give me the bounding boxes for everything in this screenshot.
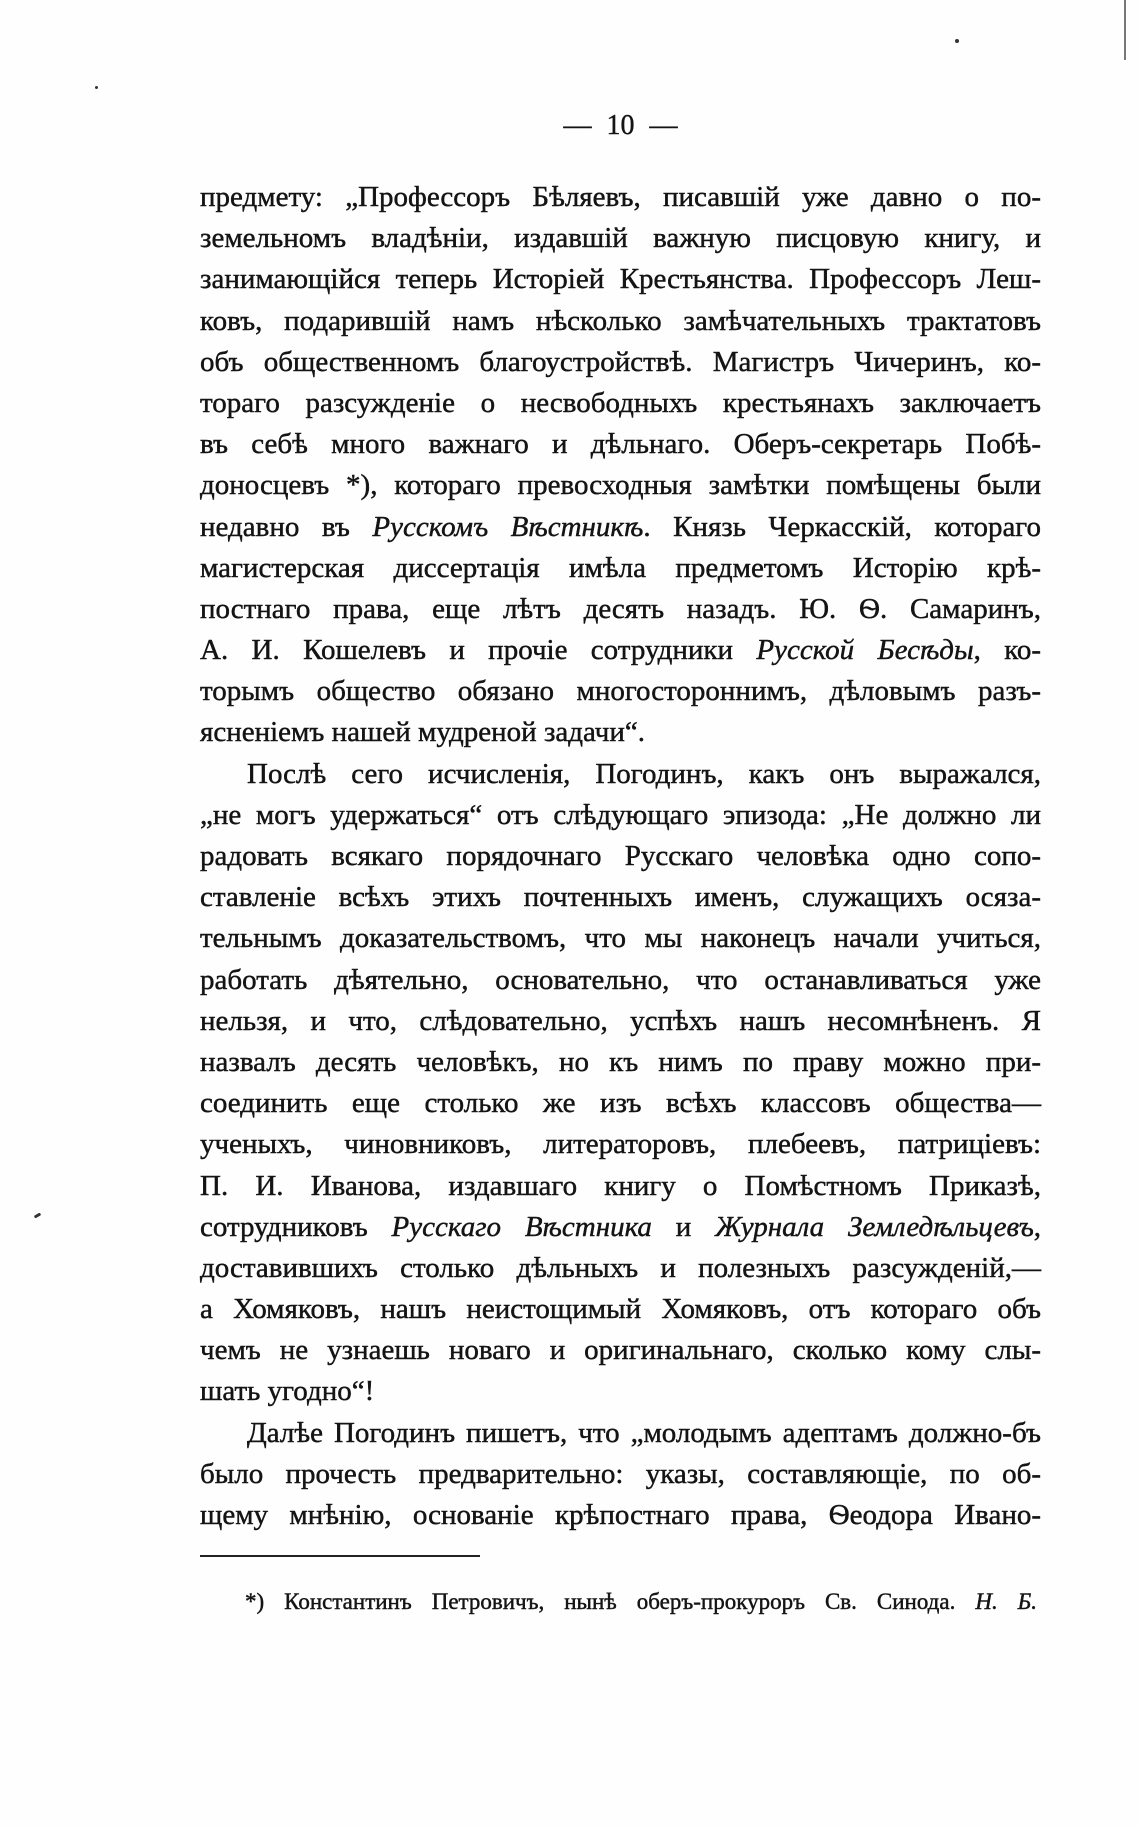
- body-text: [200, 177, 1041, 1536]
- line-text: нельзя, и что, слѣдовательно, успѣхъ нашъ несомнѣненъ. Я: [200, 1004, 1041, 1037]
- line-text: занимающійся теперь Исторіей Крестьянства. Профессоръ Леш-: [200, 263, 1041, 296]
- text-line: [200, 589, 1041, 630]
- text-line: [200, 1289, 1041, 1330]
- text-line: [200, 1001, 1041, 1042]
- line-text: доставившихъ столько дѣльныхъ и полезныхъ разсужденій,—: [200, 1251, 1041, 1284]
- text-line: [200, 218, 1041, 259]
- line-text: а Хомяковъ, нашъ неистощимый Хомяковъ, отъ котораго объ: [200, 1293, 1041, 1326]
- line-text: , ко-: [973, 634, 1041, 667]
- line-text: тораго разсужденіе о несвободныхъ крестьянахъ заключаетъ: [200, 386, 1041, 419]
- scan-speck: [1124, 0, 1126, 60]
- text-line: [200, 1371, 1041, 1412]
- footnote-text: *) Константинъ Петровичъ, нынѣ оберъ-прокуроръ Св. Синода.: [245, 1589, 956, 1614]
- line-text: недавно въ: [200, 510, 373, 543]
- line-text: земельномъ владѣніи, издавшій важную писцовую книгу, и: [200, 222, 1041, 255]
- line-text: А. И. Кошелевъ и прочіе сотрудники: [200, 634, 757, 667]
- text-line: [200, 1495, 1041, 1536]
- paragraph: [200, 1413, 1041, 1537]
- italic-title: Русской Бесѣды: [756, 634, 974, 667]
- line-text: предмету: „Профессоръ Бѣляевъ, писавшій уже давно о по-: [200, 181, 1041, 213]
- text-line: [200, 301, 1041, 342]
- text-line: [200, 1248, 1041, 1289]
- line-text: въ себѣ много важнаго и дѣльнаго. Оберъ-секретарь Побѣ-: [200, 428, 1041, 461]
- text-line: [200, 960, 1041, 1001]
- text-line: [200, 1413, 1041, 1454]
- line-text: магистерская диссертація имѣла предметомъ Исторію крѣ-: [200, 551, 1041, 584]
- line-text: П. И. Иванова, издавшаго книгу о Помѣстномъ Приказѣ,: [200, 1169, 1041, 1202]
- line-text: торымъ общество обязано многостороннимъ, дѣловымъ разъ-: [200, 675, 1041, 708]
- paragraph: [200, 177, 1041, 754]
- scan-speck: [955, 39, 959, 43]
- italic-title: Русскомъ Вѣстникѣ: [372, 510, 644, 543]
- text-line: [200, 918, 1041, 959]
- italic-title: Журнала Земледѣльцевъ: [715, 1210, 1034, 1243]
- line-text: радовать всякаго порядочнаго Русскаго человѣка одно сопо-: [200, 840, 1041, 872]
- line-text: ковъ, подарившій намъ нѣсколько замѣчательныхъ трактатовъ: [200, 304, 1041, 337]
- line-text: ясненіемъ нашей мудреной задачи“.: [200, 716, 645, 749]
- line-text: назвалъ десять человѣкъ, но къ нимъ по праву можно при-: [200, 1045, 1041, 1078]
- line-text: тельнымъ доказательствомъ, что мы наконецъ начали учиться,: [200, 922, 1041, 955]
- line-text: . Князь Черкасскій, котораго: [643, 510, 1041, 543]
- text-line: [200, 795, 1041, 836]
- scan-speck: [95, 86, 98, 89]
- text-line: [200, 259, 1041, 300]
- scan-speck: [34, 1212, 42, 1218]
- text-line: [200, 877, 1041, 918]
- paragraph: [200, 754, 1041, 1413]
- text-line: [200, 1207, 1041, 1248]
- text-line: [200, 630, 1041, 671]
- text-line: [200, 754, 1041, 795]
- page-number: — 10 —: [563, 110, 678, 141]
- line-text: объ общественномъ благоустройствѣ. Магистръ Чичеринъ, ко-: [200, 345, 1041, 378]
- line-text: Послѣ сего исчисленія, Погодинъ, какъ онъ выражался,: [247, 757, 1041, 790]
- text-line: [200, 836, 1041, 877]
- text-line: [200, 1330, 1041, 1371]
- line-text: сотрудниковъ: [200, 1210, 392, 1243]
- line-text: было прочесть предварительно: указы, составляющіе, по об-: [200, 1457, 1041, 1490]
- line-text: шать угодно“!: [200, 1375, 375, 1408]
- line-text: и: [651, 1210, 716, 1243]
- text-line: [200, 671, 1041, 712]
- line-text: работать дѣятельно, основательно, что останавливаться уже: [200, 963, 1041, 996]
- text-line: [200, 507, 1041, 548]
- text-line: [200, 465, 1041, 506]
- text-line: [200, 712, 1041, 753]
- footnote-signature: Н. Б.: [975, 1589, 1037, 1614]
- text-line: [200, 383, 1041, 424]
- footnote-rule: [200, 1555, 480, 1557]
- line-text: ,: [1033, 1210, 1041, 1243]
- text-line: [200, 1124, 1041, 1165]
- text-line: [200, 177, 1041, 218]
- text-line: [200, 1454, 1041, 1495]
- line-text: доносцевъ *), котораго превосходныя замѣтки помѣщены были: [200, 469, 1041, 502]
- text-line: [200, 548, 1041, 589]
- text-line: [200, 1166, 1041, 1207]
- line-text: ставленіе всѣхъ этихъ почтенныхъ именъ, служащихъ осяза-: [200, 881, 1041, 914]
- text-line: [200, 424, 1041, 465]
- text-line: [200, 1042, 1041, 1083]
- text-line: [200, 342, 1041, 383]
- line-text: постнаго права, еще лѣтъ десять назадъ. Ю. Ѳ. Самаринъ,: [200, 592, 1041, 625]
- line-text: Далѣе Погодинъ пишетъ, что „молодымъ адептамъ должно-бъ: [247, 1416, 1041, 1449]
- line-text: ученыхъ, чиновниковъ, литераторовъ, плебеевъ, патриціевъ:: [200, 1128, 1041, 1161]
- line-text: чемъ не узнаешь новаго и оригинальнаго, сколько кому слы-: [200, 1334, 1041, 1367]
- line-text: „не могъ удержаться“ отъ слѣдующаго эпизода: „Не должно ли: [200, 798, 1041, 831]
- footnote: [245, 1586, 1037, 1618]
- italic-title: Русскаго Вѣстника: [391, 1210, 652, 1243]
- line-text: щему мнѣнію, основаніе крѣпостнаго права, Ѳеодора Ивано-: [200, 1499, 1041, 1531]
- text-line: [200, 1083, 1041, 1124]
- line-text: соединить еще столько же изъ всѣхъ классовъ общества—: [200, 1087, 1041, 1120]
